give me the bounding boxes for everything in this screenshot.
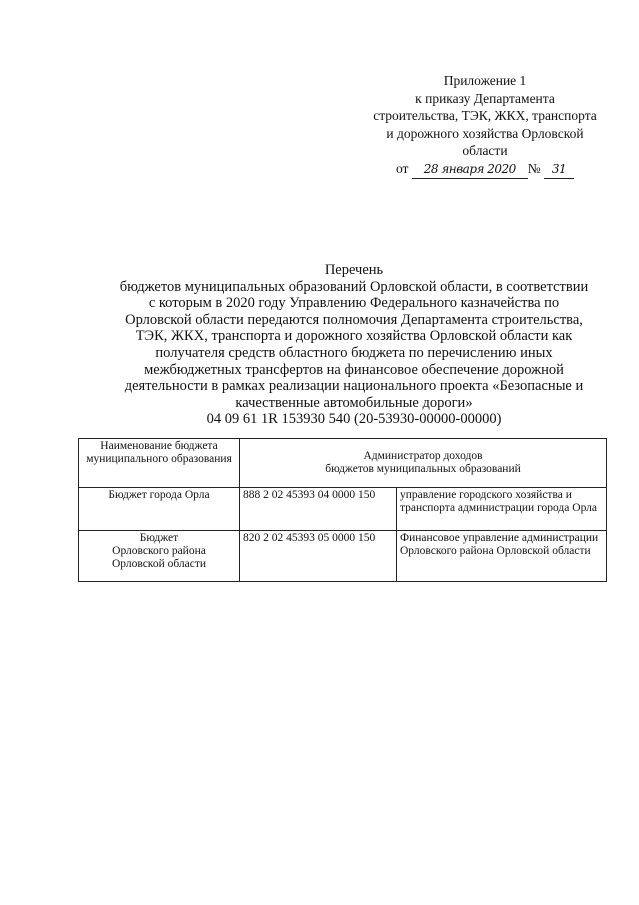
title-line: бюджетов муниципальных образований Орловской области, в соответствии xyxy=(119,278,589,295)
administrator-cell: управление городского хозяйства и транспорта администрации города Орла xyxy=(397,488,607,531)
table-header-row xyxy=(79,439,607,488)
handwritten-date: 28 января 2020 xyxy=(412,161,528,180)
table-row xyxy=(79,531,607,582)
budget-name-cell: Бюджет города Орла xyxy=(79,488,240,531)
handwritten-number: 31 xyxy=(544,161,574,180)
title-line: с которым в 2020 году Управлению Федерального казначейства по xyxy=(148,295,560,312)
title-line: межбюджетных трансфертов на финансовое обеспечение дорожной xyxy=(144,361,564,378)
appendix-department-line: строительства, ТЭК, ЖКХ, транспорта xyxy=(373,108,597,123)
budgets-table xyxy=(78,438,607,582)
appendix-block xyxy=(340,72,630,179)
revenue-code-cell: 888 2 02 45393 04 0000 150 xyxy=(240,488,397,531)
title-line: качественные автомобильные дороги» xyxy=(235,394,473,411)
header-administrator xyxy=(240,439,607,488)
revenue-code-cell: 820 2 02 45393 05 0000 150 xyxy=(240,531,397,582)
budget-name-line: Бюджет xyxy=(139,532,179,544)
title-line: ТЭК, ЖКХ, транспорта и дорожного хозяйства Орловской области как xyxy=(135,328,573,345)
appendix-order-ref: к приказу Департамента xyxy=(415,90,555,106)
header-administrator-line2: бюджетов муниципальных образований xyxy=(325,463,521,475)
budget-name-cell xyxy=(79,531,240,582)
header-budget-name: Наименование бюджета муниципального образования xyxy=(79,439,240,488)
number-label: № xyxy=(527,160,541,176)
administrator-cell: Финансовое управление администрации Орловского района Орловской области xyxy=(397,531,607,582)
title-line: деятельности в рамках реализации национального проекта «Безопасные и xyxy=(124,378,584,395)
appendix-department-line: области xyxy=(462,143,508,158)
title-line: получателя средств областного бюджета по перечислению иных xyxy=(155,344,553,361)
list-heading: Перечень xyxy=(324,262,384,278)
budget-classification-code: 04 09 61 1R 153930 540 (20-53930-00000-00000) xyxy=(206,411,502,428)
budget-name-line: Орловского района xyxy=(112,545,206,557)
from-label: от xyxy=(395,160,409,176)
appendix-department-line: и дорожного хозяйства Орловской xyxy=(386,125,584,141)
appendix-title: Приложение 1 xyxy=(443,73,527,88)
title-line: Орловской области передаются полномочия Департамента строительства, xyxy=(125,311,583,328)
order-date-number-line xyxy=(340,160,630,180)
header-administrator-line1: Администратор доходов xyxy=(363,450,483,462)
budget-name-line: Орловской области xyxy=(111,558,207,570)
table-row xyxy=(79,488,607,531)
list-title-block xyxy=(98,262,610,428)
